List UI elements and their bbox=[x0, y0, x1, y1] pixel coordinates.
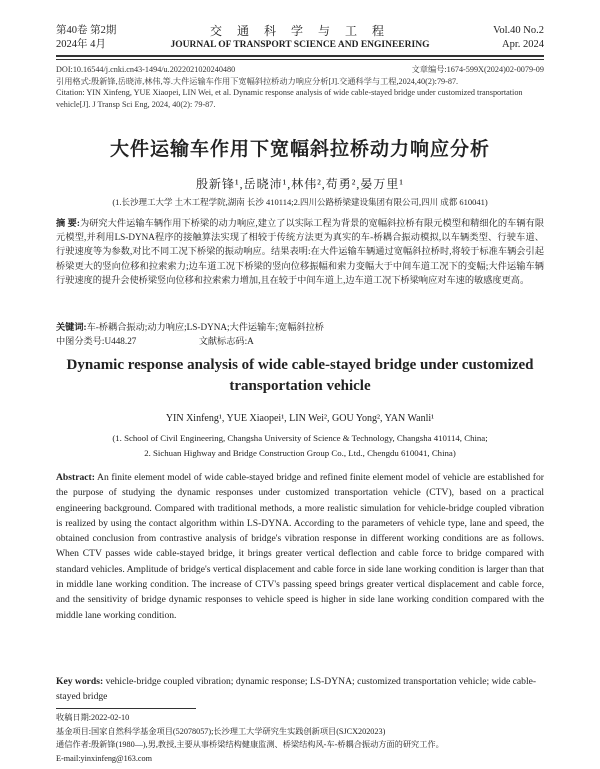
fund-info: 基金项目:国家自然科学基金项目(52078057);长沙理工大学研究生实践创新项目(SJCX202023) bbox=[56, 726, 386, 736]
abstract-cn bbox=[56, 216, 544, 287]
received-date: 收稿日期:2022-02-10 bbox=[56, 713, 130, 722]
citation-cn: 引用格式:殷新锋,岳晓沛,林伟,等.大件运输车作用下宽幅斜拉桥动力响应分析[J].交通科学与工程,2024,40(2):79-87. bbox=[56, 76, 459, 86]
volume-issue-en: Vol.40 No.2 bbox=[493, 25, 544, 36]
classification bbox=[56, 334, 544, 348]
date-en: Apr. 2024 bbox=[502, 39, 544, 50]
abstract-cn-text: 为研究大件运输车辆作用下桥梁的动力响应,建立了以实际工程为背景的宽幅斜拉桥有限元模型和精细化的车辆有限元模型,并利用LS-DYNA程序的接触算法实现了相较于传统方法更为真实的车-桥耦合振动模拟,以车辆类型、行驶车道、行驶速度等为参数,对比不同工况下桥梁的振动响应。结果表明:在大件运输车辆通过宽幅斜拉桥时,将较于标准车辆会引起桥梁更大的竖向位移和拉索索力;边车道工况下桥梁的竖向位移振幅和索力变幅大于中间车道工况下的变幅;大件运输车辆行驶速度的提升会使桥梁竖向位移和拉索索力增加,且在较于中间车道上,边车道工况下桥梁响应对车速的敏感度更高。 bbox=[56, 218, 545, 285]
abstract-en-text: An finite element model of wide cable-stayed bridge and refined finite element model of vehicle are established for the purpose of studying the dynamic responses under customized transportation vehicle (CTV), based on a practical engineering background. Compared with traditional methods, a more realistic simulation for vehicle-bridge coupled vibration is realized by using the contact algorithm within LS-DYNA. According to the parameters of vehicle type, lane and speed, the obtained conclusion from contrastive analysis of bridge's vibration response in different working conditions are as follows. When CTV passes wide cable-stayed bridge, it brings greater vertical deflection and cable force to bridge compared with standard vehicles. Amplitude of bridge's vertical displacement and cable force in side lane working condition is larger than that in middle lane working condition. The increase of CTV's passing speed brings greater vertical displacement and cable force, and the sensitivity of bridge dynamic responses to vehicle speed is higher in side lane working condition compared with the middle lane working condition. bbox=[56, 472, 544, 621]
keywords-en-text: vehicle-bridge coupled vibration; dynamic response; LS-DYNA; customized transportation vehicle; wide cable-stayed bridge bbox=[56, 676, 537, 702]
abstract-cn-label: 摘 要: bbox=[56, 218, 80, 228]
journal-name-en: JOURNAL OF TRANSPORT SCIENCE AND ENGINEERING bbox=[170, 40, 430, 50]
author-bio: 通信作者:殷新锋(1980—),男,教授,主要从事桥梁结构健康监测、桥梁结构风-车-桥耦合振动方面的研究工作。 bbox=[56, 740, 444, 749]
keywords-cn-text: 车-桥耦合振动;动力响应;LS-DYNA;大件运输车;宽幅斜拉桥 bbox=[86, 322, 324, 332]
authors-cn: 殷新锋¹,岳晓沛¹,林伟²,苟勇²,晏万里¹ bbox=[196, 177, 404, 191]
footnote-rule bbox=[56, 708, 196, 709]
affiliation-cn: (1.长沙理工大学 土木工程学院,湖南 长沙 410114;2.四川公路桥梁建设集团有限公司,四川 成都 610041) bbox=[112, 197, 488, 207]
keywords-cn-label: 关键词: bbox=[56, 322, 87, 332]
abstract-en-label: Abstract: bbox=[56, 472, 95, 483]
keywords-cn bbox=[56, 320, 544, 334]
journal-name-cn: 交 通 科 学 与 工 程 bbox=[209, 24, 390, 38]
journal-header bbox=[160, 24, 440, 52]
keywords-en-label: Key words: bbox=[56, 676, 104, 687]
author-email: E-mail:yinxinfeng@163.com bbox=[56, 753, 152, 763]
document-code: 文献标志码:A bbox=[198, 336, 254, 346]
affiliation-en bbox=[56, 431, 544, 461]
authors-en: YIN Xinfeng¹, YUE Xiaopei¹, LIN Wei², GOU Yong², YAN Wanli¹ bbox=[165, 413, 435, 424]
header-left bbox=[56, 24, 116, 52]
header-rule bbox=[56, 55, 544, 60]
article-number: 文章编号:1674-599X(2024)02-0079-09 bbox=[411, 65, 544, 74]
title-cn: 大件运输车作用下宽幅斜拉桥动力响应分析 bbox=[109, 139, 490, 160]
affiliation-en-line: (1. School of Civil Engineering, Changsha University of Science & Technology, Changsha 410114, China; bbox=[112, 433, 488, 443]
doi: DOI:10.16544/j.cnki.cn43-1494/u.2022021020240480 bbox=[56, 65, 236, 74]
footnote bbox=[56, 711, 544, 765]
citation-en: Citation: YIN Xinfeng, YUE Xiaopei, LIN Wei, et al. Dynamic response analysis of wide cable-stayed bridge under customized transportation vehicle[J]. J Transp Sci Eng, 2024, 40(2): 79-87. bbox=[56, 88, 523, 109]
date-cn: 2024年 4月 bbox=[56, 39, 106, 50]
clc-number: 中图分类号:U448.27 bbox=[56, 336, 137, 346]
meta-block bbox=[56, 64, 544, 110]
volume-issue-cn: 第40卷 第2期 bbox=[56, 25, 117, 36]
affiliation-en-line: 2. Sichuan Highway and Bridge Construction Group Co., Ltd., Chengdu 610041, China) bbox=[144, 448, 456, 458]
header-right bbox=[493, 24, 544, 52]
title-en: Dynamic response analysis of wide cable-stayed bridge under customized transportation vehicle bbox=[66, 357, 534, 394]
abstract-en bbox=[56, 470, 544, 623]
keywords-en bbox=[56, 674, 544, 704]
